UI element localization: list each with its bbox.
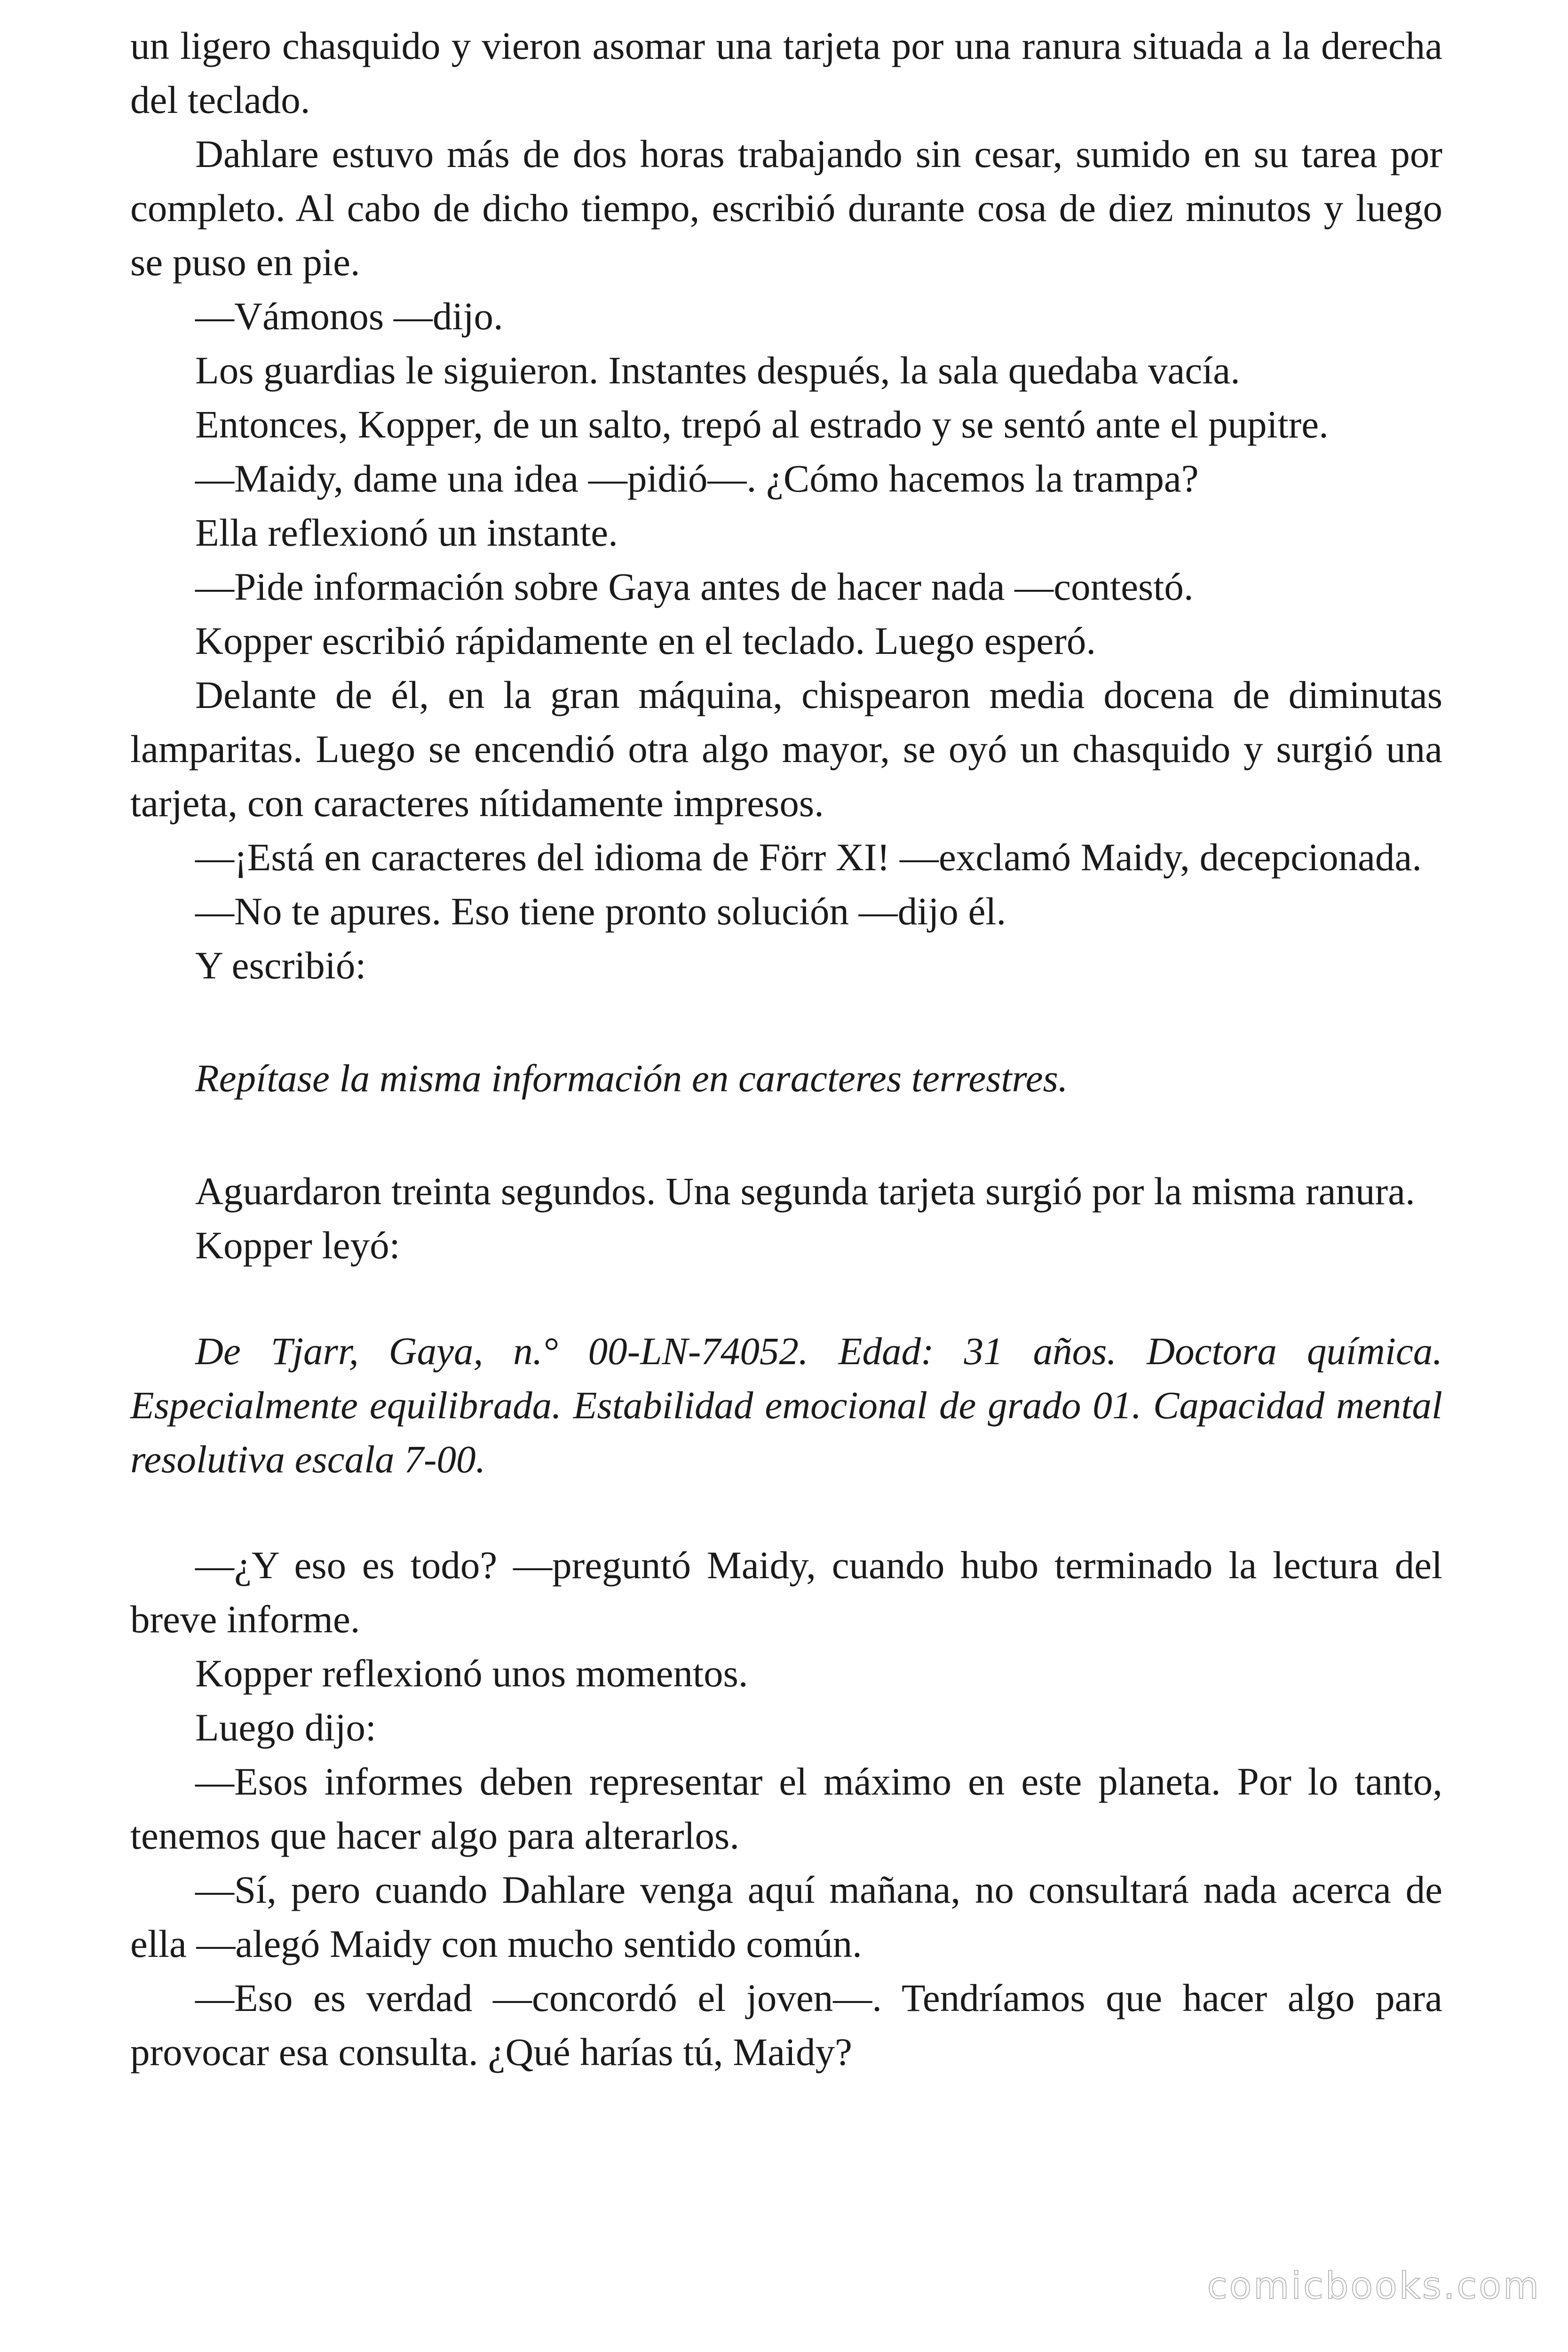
dialogue-line: —¿Y eso es todo? —preguntó Maidy, cuando hubo terminado la lectura del breve informe.	[130, 1543, 1442, 1641]
spacer	[130, 1272, 1442, 1324]
paragraph: Luego dijo:	[195, 1706, 376, 1749]
dialogue-line: —Esos informes deben representar el máximo en este planeta. Por lo tanto, tenemos que hacer algo para alterarlos.	[130, 1760, 1442, 1857]
spacer	[130, 1105, 1442, 1164]
paragraph: Kopper leyó:	[195, 1224, 400, 1267]
paragraph: Ella reflexionó un instante.	[195, 511, 618, 554]
paragraph: Entonces, Kopper, de un salto, trepó al estrado y se sentó ante el pupitre.	[195, 403, 1329, 446]
dialogue-line: —¡Está en caracteres del idioma de Förr XI! —exclamó Maidy, decepcionada.	[195, 835, 1422, 879]
book-page	[130, 19, 1442, 2079]
paragraph: Kopper escribió rápidamente en el teclado. Luego esperó.	[195, 619, 1096, 662]
spacer	[130, 993, 1442, 1051]
paragraph: Dahlare estuvo más de dos horas trabajando sin cesar, sumido en su tarea por completo. Al cabo de dicho tiempo, escribió durante cosa de diez minutos y luego se puso en pie.	[130, 132, 1442, 284]
paragraph: un ligero chasquido y vieron asomar una tarjeta por una ranura situada a la derecha del teclado.	[130, 24, 1442, 121]
paragraph: Y escribió:	[195, 944, 366, 987]
spacer	[130, 1486, 1442, 1538]
italic-quote: Repítase la misma información en caracteres terrestres.	[195, 1057, 1068, 1100]
paragraph: Delante de él, en la gran máquina, chispearon media docena de diminutas lamparitas. Luego se encendió otra algo mayor, se oyó un chasquido y surgió una tarjeta, con caracteres nítidamente impresos.	[130, 673, 1442, 825]
paragraph: Kopper reflexionó unos momentos.	[195, 1652, 748, 1695]
paragraph: Aguardaron treinta segundos. Una segunda tarjeta surgió por la misma ranura.	[195, 1169, 1415, 1213]
italic-report: De Tjarr, Gaya, n.° 00-LN-74052. Edad: 31 años. Doctora química. Especialmente equilibrada. Estabilidad emocional de grado 01. Capacidad mental resolutiva escala 7-00.	[130, 1329, 1442, 1481]
dialogue-line: —Pide información sobre Gaya antes de hacer nada —contestó.	[195, 565, 1194, 608]
dialogue-line: —Sí, pero cuando Dahlare venga aquí mañana, no consultará nada acerca de ella —alegó Maidy con mucho sentido común.	[130, 1868, 1442, 1965]
dialogue-line: —Eso es verdad —concordó el joven—. Tendríamos que hacer algo para provocar esa consulta. ¿Qué harías tú, Maidy?	[130, 1976, 1442, 2074]
watermark: comicbooks.com	[1207, 2265, 1541, 2307]
dialogue-line: —No te apures. Eso tiene pronto solución —dijo él.	[195, 890, 1006, 933]
dialogue-line: —Maidy, dame una idea —pidió—. ¿Cómo hacemos la trampa?	[195, 457, 1199, 500]
paragraph: Los guardias le siguieron. Instantes después, la sala quedaba vacía.	[195, 349, 1240, 392]
dialogue-line: —Vámonos —dijo.	[195, 294, 503, 338]
